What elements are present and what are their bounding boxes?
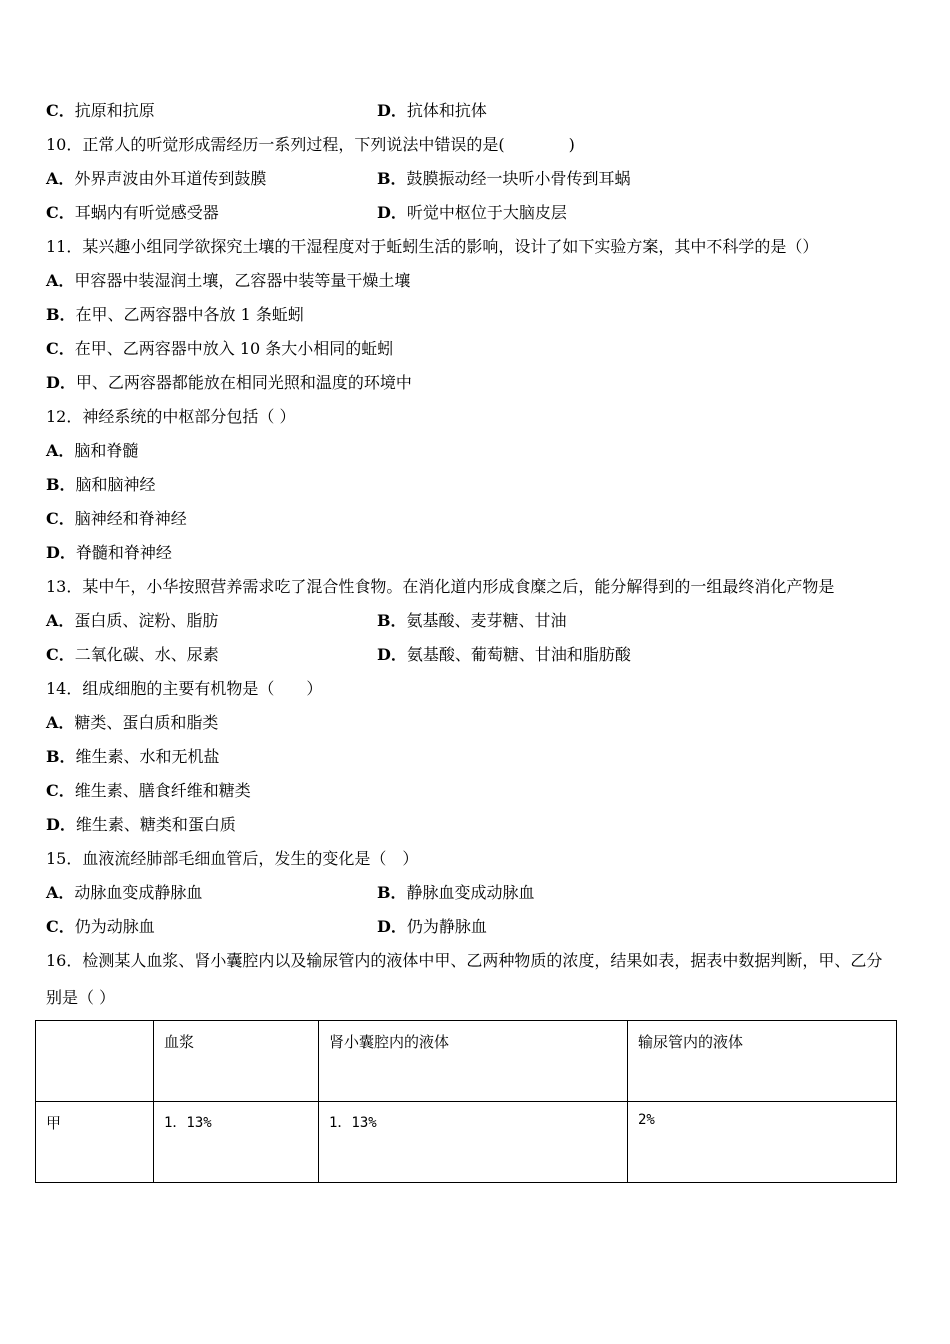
option-label: D． (377, 645, 407, 664)
option-label: B． (377, 611, 407, 630)
option-text: 动脉血变成静脉血 (74, 883, 203, 902)
option-label: B． (46, 475, 76, 494)
option-label: A． (46, 883, 75, 902)
option-label: B． (377, 883, 407, 902)
option-label: A． (46, 169, 75, 188)
q14-stem: 14．组成细胞的主要有机物是（ ） (46, 679, 323, 698)
q14-option-b (46, 746, 220, 768)
q14-option-d (46, 814, 236, 836)
option-label: C． (46, 781, 75, 800)
option-label: A． (46, 611, 75, 630)
option-text: 二氧化碳、水、尿素 (74, 645, 219, 664)
q12-option-b (46, 474, 156, 496)
q12-option-c (46, 508, 187, 530)
q14-option-a (46, 712, 218, 734)
option-label: D． (46, 543, 76, 562)
table-header-cell (36, 1021, 154, 1102)
option-text: 静脉血变成动脉血 (406, 883, 535, 902)
q16-data-table (35, 1020, 897, 1183)
option-text: 氨基酸、麦芽糖、甘油 (406, 611, 567, 630)
table-header-cell: 肾小囊腔内的液体 (319, 1021, 628, 1102)
option-text: 脑和脑神经 (75, 475, 156, 494)
option-text: 仍为静脉血 (406, 917, 487, 936)
q10-option-d (377, 202, 567, 224)
q15-stem: 15．血液流经肺部毛细血管后，发生的变化是（ ） (46, 849, 419, 868)
option-label: A． (46, 271, 75, 290)
option-label: C． (46, 509, 75, 528)
table-header-row (36, 1021, 897, 1102)
option-text: 甲、乙两容器都能放在相同光照和温度的环境中 (75, 373, 412, 392)
option-label: C． (46, 203, 75, 222)
option-text: 仍为动脉血 (74, 917, 155, 936)
option-text: 听觉中枢位于大脑皮层 (406, 203, 567, 222)
option-label: B． (377, 169, 407, 188)
table-cell: 2% (628, 1102, 897, 1183)
option-text: 鼓膜振动经一块听小骨传到耳蜗 (406, 169, 631, 188)
option-text: 脑和脊髓 (74, 441, 139, 460)
option-text: 抗体和抗体 (406, 101, 487, 120)
q11-option-c (46, 338, 393, 360)
q10-option-c (46, 202, 219, 224)
option-text: 甲容器中装湿润土壤，乙容器中装等量干燥土壤 (74, 271, 411, 290)
q10-option-b (377, 168, 631, 190)
q11-option-b (46, 304, 304, 326)
q13-option-d (377, 644, 631, 666)
q12-stem: 12．神经系统的中枢部分包括（ ） (46, 407, 296, 426)
option-label: D． (377, 101, 407, 120)
option-text: 脊髓和脊神经 (75, 543, 172, 562)
option-text: 脑神经和脊神经 (74, 509, 187, 528)
q13-option-b (377, 610, 567, 632)
option-text: 耳蜗内有听觉感受器 (74, 203, 219, 222)
q12-option-d (46, 542, 172, 564)
q11-option-d (46, 372, 412, 394)
option-text: 维生素、水和无机盐 (75, 747, 220, 766)
option-label: A． (46, 713, 75, 732)
q9-option-c (46, 100, 155, 122)
q13-stem: 13．某中午，小华按照营养需求吃了混合性食物。在消化道内形成食糜之后，能分解得到的一组最终消化产物是 (46, 577, 835, 596)
q9-option-d (377, 100, 487, 122)
table-header-cell: 血浆 (154, 1021, 319, 1102)
q14-option-c (46, 780, 251, 802)
q11-option-a (46, 270, 410, 292)
option-label: D． (46, 815, 76, 834)
option-label: B． (46, 747, 76, 766)
option-text: 在甲、乙两容器中各放 1 条蚯蚓 (75, 305, 304, 324)
table-cell: 甲 (36, 1102, 154, 1183)
q15-option-b (377, 882, 535, 904)
option-label: B． (46, 305, 76, 324)
q13-option-c (46, 644, 219, 666)
option-label: C． (46, 339, 75, 358)
q15-option-a (46, 882, 202, 904)
option-text: 糖类、蛋白质和脂类 (74, 713, 219, 732)
q16-stem-line1: 16．检测某人血浆、肾小囊腔内以及输尿管内的液体中甲、乙两种物质的浓度，结果如表，据表中数据判断，甲、乙分 (46, 951, 883, 970)
table-cell: 1．13% (154, 1102, 319, 1183)
option-label: C． (46, 917, 75, 936)
q10-option-a (46, 168, 266, 190)
option-label: D． (377, 917, 407, 936)
option-text: 氨基酸、葡萄糖、甘油和脂肪酸 (406, 645, 631, 664)
option-label: D． (46, 373, 76, 392)
option-text: 外界声波由外耳道传到鼓膜 (74, 169, 267, 188)
option-label: D． (377, 203, 407, 222)
q15-option-d (377, 916, 487, 938)
table-cell: 1．13% (319, 1102, 628, 1183)
q11-stem: 11．某兴趣小组同学欲探究土壤的干湿程度对于蚯蚓生活的影响，设计了如下实验方案，其中不科学的是（） (46, 237, 819, 256)
option-label: A． (46, 441, 75, 460)
q16-stem-line2: 别是（ ） (46, 988, 116, 1007)
table-header-cell: 输尿管内的液体 (628, 1021, 897, 1102)
option-text: 蛋白质、淀粉、脂肪 (74, 611, 219, 630)
table-row (36, 1102, 897, 1183)
q10-stem: 10．正常人的听觉形成需经历一系列过程，下列说法中错误的是( ) (46, 135, 575, 154)
option-text: 维生素、膳食纤维和糖类 (74, 781, 251, 800)
option-text: 维生素、糖类和蛋白质 (75, 815, 236, 834)
option-label: C． (46, 101, 75, 120)
option-text: 抗原和抗原 (74, 101, 155, 120)
q15-option-c (46, 916, 155, 938)
option-label: C． (46, 645, 75, 664)
q12-option-a (46, 440, 138, 462)
option-text: 在甲、乙两容器中放入 10 条大小相同的蚯蚓 (74, 339, 394, 358)
q13-option-a (46, 610, 218, 632)
